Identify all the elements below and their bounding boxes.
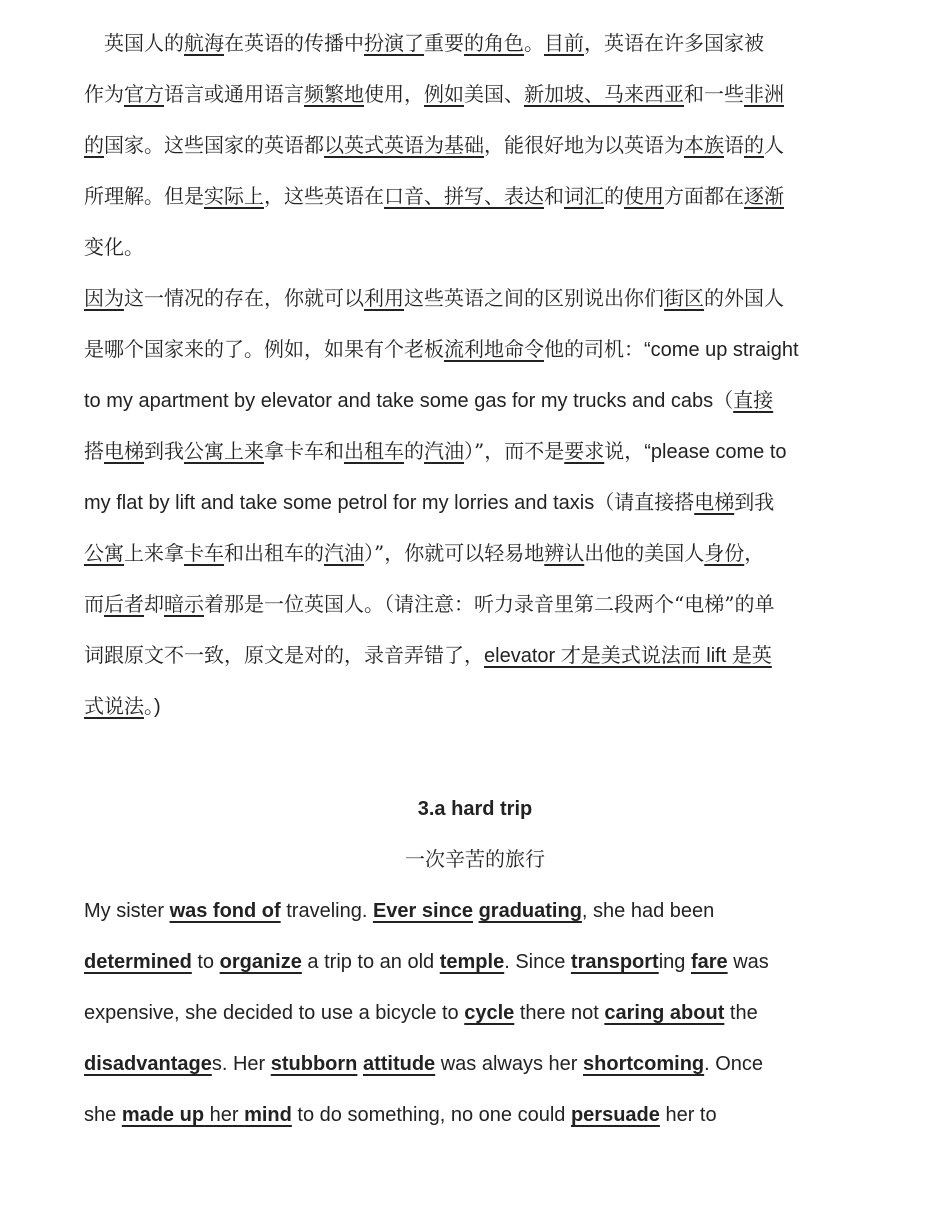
underlined-phrase: 的 [84, 133, 104, 157]
text-run: 和 [544, 184, 564, 208]
underlined-phrase: 以英式英语为基础 [324, 133, 484, 157]
text-line [84, 487, 774, 517]
underlined-phrase: 目前 [544, 31, 584, 55]
underlined-phrase: 汽油 [424, 439, 464, 463]
text-run: 变化。 [84, 235, 144, 259]
text-run: . Once [704, 1053, 764, 1075]
text-run: 人 [764, 133, 784, 157]
underlined-phrase: 汽油 [324, 541, 364, 565]
underlined-phrase: persuade [570, 1104, 660, 1126]
text-run: her to [659, 1104, 717, 1126]
underlined-phrase: 身份 [704, 541, 745, 565]
text-run: 说， [604, 439, 645, 463]
text-line [84, 589, 774, 619]
text-run: 的 [404, 439, 424, 463]
text-line [84, 334, 799, 364]
underlined-phrase: 的 [744, 133, 764, 157]
text-run: 美国、 [464, 82, 524, 106]
underlined-phrase: 词汇 [564, 184, 604, 208]
text-run: 却 [144, 592, 164, 616]
text-run: 英国人的 [84, 31, 184, 55]
text-run: ）”，而不是 [464, 439, 565, 463]
underlined-phrase: cycle [464, 1002, 515, 1024]
text-run: “come up straight [644, 339, 799, 361]
text-run: 词跟原文不一致，原文是对的，录音弄错了， [84, 643, 484, 667]
text-line [84, 640, 772, 670]
underlined-phrase: 使用 [624, 184, 664, 208]
underlined-phrase: 公寓 [84, 541, 124, 565]
underlined-phrase: 官方 [124, 82, 164, 106]
text-run: expensive, she decided to use a bicycle to [84, 1002, 465, 1024]
text-run: 重要 [424, 31, 464, 55]
text-run: “please come to [644, 441, 787, 463]
text-run: （ [713, 388, 734, 412]
underlined-phrase: elevator 才是美式说法而 lift 是英 [484, 645, 772, 667]
underlined-phrase: 后者 [104, 592, 144, 616]
underlined-phrase: 频繁地 [304, 82, 364, 106]
text-run: My sister [84, 900, 170, 922]
text-run: 使用， [364, 82, 424, 106]
underlined-phrase: made up [121, 1104, 205, 1126]
underlined-phrase: 卡车 [184, 541, 224, 565]
underlined-phrase: 公寓上来 [184, 439, 264, 463]
text-line [84, 998, 758, 1028]
text-run: ， [744, 541, 765, 565]
text-line [84, 947, 769, 977]
underlined-phrase: 辨认 [544, 541, 585, 565]
text-run: 所理解。但是 [84, 184, 204, 208]
text-run: 在英语的传播中 [224, 31, 364, 55]
text-run: ，能很好地为以英语为 [484, 133, 684, 157]
underlined-phrase: disadvantage [84, 1053, 212, 1075]
underlined-phrase: shortcoming [583, 1053, 705, 1075]
text-run: 的外国人 [704, 286, 784, 310]
text-run: 拿卡车和 [264, 439, 344, 463]
text-run: my flat by lift and take some petrol for my lorries and taxis [84, 492, 595, 514]
underlined-phrase: 非洲 [744, 82, 784, 106]
underlined-phrase: 因为 [84, 286, 124, 310]
text-line [84, 130, 784, 160]
text-run: she [84, 1104, 122, 1126]
text-run: 而 [84, 592, 104, 616]
section-title: 3.a hard trip [417, 798, 533, 820]
underlined-phrase: 例如 [424, 82, 464, 106]
text-run: 上来拿 [124, 541, 184, 565]
text-run: 和一些 [684, 82, 744, 106]
underlined-phrase: graduating [478, 900, 582, 922]
underlined-phrase: 新加坡、马来西亚 [524, 82, 684, 106]
text-run: . Since [504, 951, 571, 973]
text-run: 出他的美国人 [584, 541, 705, 565]
text-run: 着那是一位英国人。（请注意：听力录音里第二段两个“电梯”的单 [204, 592, 775, 616]
underlined-phrase: fare [690, 951, 728, 973]
text-run: 。 [144, 694, 154, 718]
underlined-phrase: 口音、拼写、表达 [384, 184, 544, 208]
underlined-phrase: 航海 [184, 31, 224, 55]
text-run: s. Her [211, 1053, 271, 1075]
text-run: ，这些英语在 [264, 184, 384, 208]
text-line [84, 232, 144, 262]
text-line [84, 896, 714, 926]
text-run: ，英语在许多国家被 [584, 31, 764, 55]
text-line [84, 79, 784, 109]
text-run: a trip to an old [301, 951, 440, 973]
text-run: the [724, 1002, 758, 1024]
underlined-phrase: organize [219, 951, 302, 973]
text-run: was [727, 951, 769, 973]
text-run: , she had been [581, 900, 715, 922]
text-run: 语 [724, 133, 744, 157]
text-line [84, 691, 161, 721]
text-run: ) [154, 696, 161, 718]
text-line [84, 181, 784, 211]
underlined-phrase: determined [84, 951, 192, 973]
underlined-phrase: 利用 [364, 286, 404, 310]
text-run: ing [658, 951, 691, 973]
underlined-phrase: 逐渐 [744, 184, 784, 208]
underlined-phrase: transport [570, 951, 659, 973]
text-line [84, 28, 764, 58]
underlined-phrase: 本族 [684, 133, 724, 157]
text-run: 的 [604, 184, 624, 208]
underlined-phrase: mind [244, 1104, 292, 1126]
underlined-phrase: was fond of [169, 900, 281, 922]
text-line [84, 436, 787, 466]
text-line [84, 385, 773, 415]
text-run: there not [514, 1002, 605, 1024]
text-run: was always her [435, 1053, 584, 1075]
underlined-phrase: Ever since [372, 900, 474, 922]
underlined-phrase: 电梯 [694, 490, 735, 514]
text-run: 他的司机： [544, 337, 644, 361]
text-run: 这些英语之间的区别说出你们 [404, 286, 664, 310]
underlined-phrase: 的角色 [464, 31, 524, 55]
text-run: 作为 [84, 82, 124, 106]
underlined-phrase: stubborn [270, 1053, 358, 1075]
underlined-phrase: attitude [362, 1053, 436, 1075]
underlined-phrase: 实际上 [204, 184, 264, 208]
text-run: 到我 [144, 439, 184, 463]
text-line [84, 1049, 763, 1079]
text-run: traveling. [280, 900, 373, 922]
text-run: 到我 [734, 490, 775, 514]
underlined-phrase: caring about [604, 1002, 725, 1024]
section-subtitle: 一次辛苦的旅行 [405, 847, 545, 871]
text-run: 方面都在 [664, 184, 744, 208]
underlined-phrase: 要求 [564, 439, 605, 463]
underlined-phrase: 电梯 [104, 439, 144, 463]
text-line [84, 1100, 717, 1130]
text-line [84, 538, 764, 568]
text-run: to do something, no one could [291, 1104, 571, 1126]
text-run: ）”，你就可以轻易地 [364, 541, 545, 565]
underlined-phrase: 街区 [664, 286, 704, 310]
underlined-phrase: 直接 [733, 388, 774, 412]
text-run: （请直接搭 [594, 490, 695, 514]
text-run: 和出租车的 [224, 541, 324, 565]
text-run: 。 [524, 31, 544, 55]
text-run: to my apartment by elevator and take some gas for my trucks and cabs [84, 390, 714, 412]
text-run: 搭 [84, 439, 104, 463]
text-run: 语言或通用语言 [164, 82, 304, 106]
text-run: to [191, 951, 220, 973]
underlined-phrase: 出租车 [344, 439, 404, 463]
text-line [84, 283, 784, 313]
underlined-phrase: her [204, 1104, 245, 1126]
underlined-phrase: 式说法 [84, 694, 144, 718]
underlined-phrase: temple [439, 951, 505, 973]
text-run: 国家。这些国家的英语都 [104, 133, 324, 157]
text-run: 是哪个国家来的了。例如，如果有个老板 [84, 337, 444, 361]
underlined-phrase: 扮演了 [364, 31, 424, 55]
underlined-phrase: 流利地命令 [444, 337, 544, 361]
text-run: 这一情况的存在，你就可以 [124, 286, 364, 310]
underlined-phrase: 暗示 [164, 592, 204, 616]
